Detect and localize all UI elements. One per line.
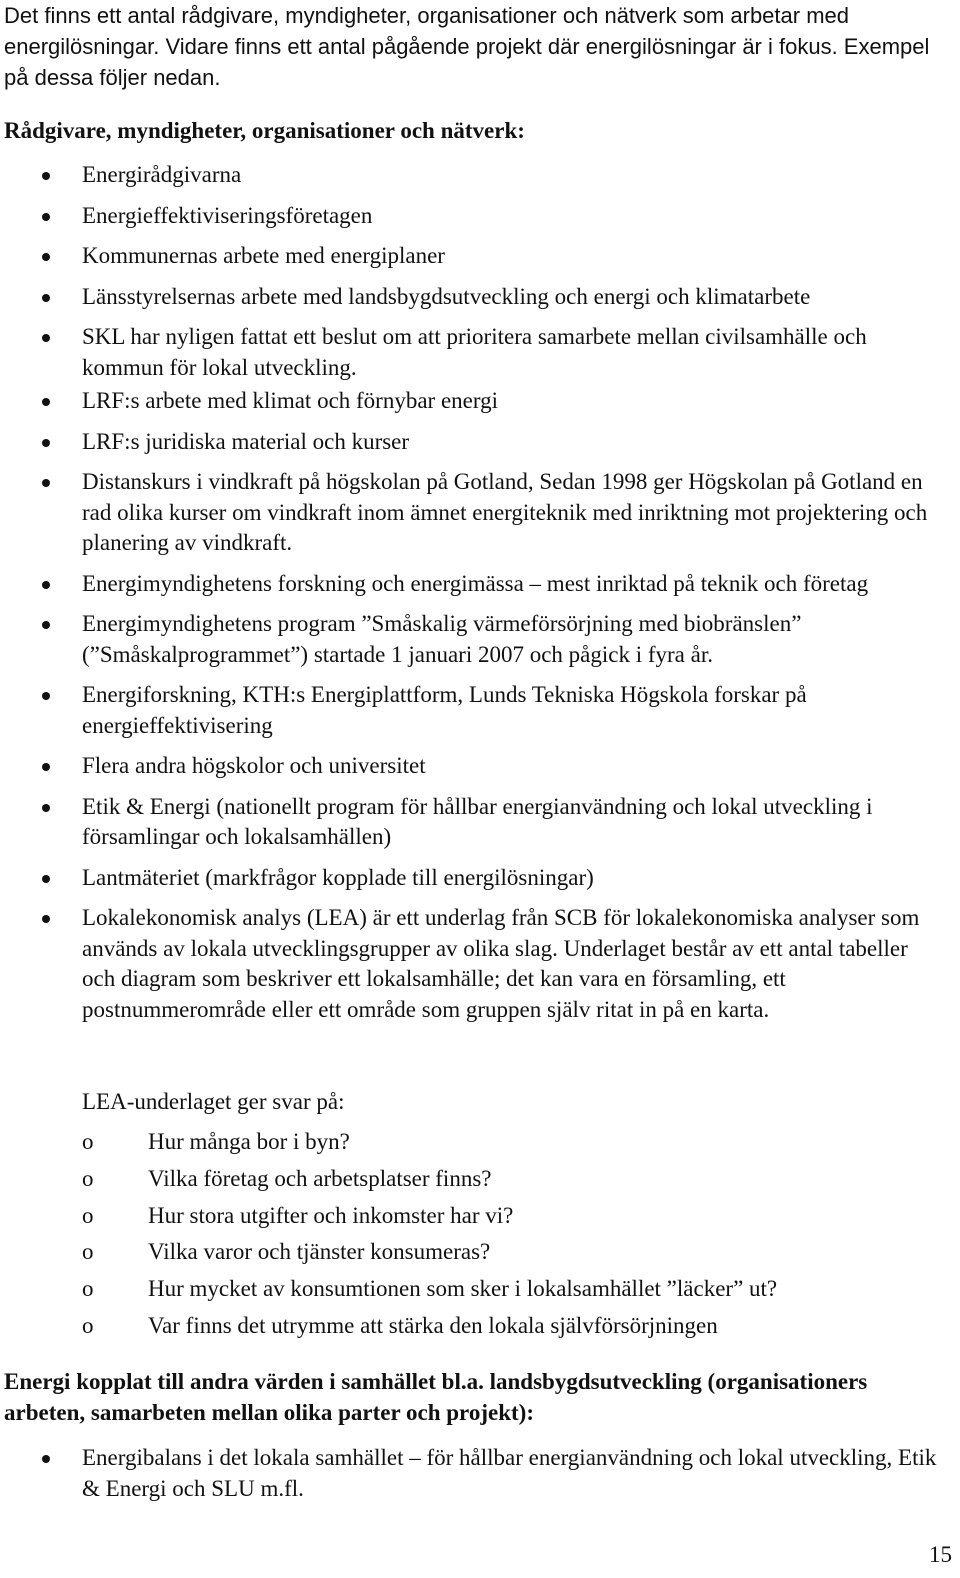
list-item-text: Energimyndighetens forskning och energimässa – mest inriktad på teknik och företag <box>82 570 869 596</box>
list-item <box>0 282 942 313</box>
sub-list-item-text: Hur mycket av konsumtionen som sker i lokalsamhället ”läcker” ut? <box>148 1276 778 1302</box>
values-list <box>0 1443 960 1504</box>
sub-list-item-text: Hur många bor i byn? <box>148 1129 350 1154</box>
sub-list-item-text: Var finns det utrymme att stärka den lokala självförsörjningen <box>148 1312 718 1338</box>
sub-list-item-text: Vilka varor och tjänster konsumeras? <box>148 1239 491 1265</box>
circle-bullet-icon: o <box>82 1239 94 1265</box>
bullet-icon <box>42 804 50 812</box>
list-item <box>0 751 942 782</box>
page-number: 15 <box>929 1542 952 1567</box>
bullet-icon <box>42 253 50 261</box>
bullet-icon <box>42 763 50 771</box>
circle-bullet-icon: o <box>82 1165 94 1191</box>
list-item-text: Lantmäteriet (markfrågor kopplade till energilösningar) <box>82 864 594 890</box>
list-item <box>0 569 942 600</box>
lea-intro: LEA-underlaget ger svar på: <box>82 1089 345 1114</box>
list-item <box>0 903 942 1025</box>
list-item-text: Energieffektiviseringsföretagen <box>82 202 373 228</box>
list-item-text: Länsstyrelsernas arbete med landsbygdsutveckling och energi och klimatarbete <box>82 283 811 309</box>
bullet-icon <box>42 915 50 923</box>
list-item-text: Flera andra högskolor och universitet <box>82 753 426 778</box>
list-item <box>0 609 942 670</box>
bullet-icon <box>42 479 50 487</box>
list-item-text: Etik & Energi (nationellt program för hållbar energianvändning och lokal utveckling i församlingar och lokalsamhällen) <box>82 793 873 849</box>
sub-list-item <box>0 1234 960 1271</box>
list-item-text: LRF:s juridiska material och kurser <box>82 428 410 454</box>
list-item-text: Lokalekonomisk analys (LEA) är ett underlag från SCB för lokalekonomiska analyser som används av lokala utvecklingsgrupper av olika slag. Underlaget består av ett antal tabeller och diagram som beskriver ett lokalsamhälle; det kan vara en församling, ett postnummerområde eller ett område som gruppen själv ritat in på en karta. <box>82 905 920 1022</box>
section-heading-values: Energi kopplat till andra värden i samhället bl.a. landsbygdsutveckling (organisationers arbeten, samarbeten mellan olika parter och projekt): <box>4 1369 868 1425</box>
list-item <box>0 792 942 853</box>
bullet-icon <box>42 692 50 700</box>
list-item <box>0 201 942 232</box>
list-item <box>0 680 942 741</box>
list-item <box>0 863 942 894</box>
bullet-icon <box>42 398 50 406</box>
sub-list-item-text: Hur stora utgifter och inkomster har vi? <box>148 1202 514 1228</box>
list-item-text: LRF:s arbete med klimat och förnybar energi <box>82 388 499 413</box>
list-item <box>0 427 942 458</box>
list-item-text: Energibalans i det lokala samhället – för hållbar energianvändning och lokal utveckling, Etik & Energi och SLU m.fl. <box>82 1445 937 1501</box>
list-item-text: Kommunernas arbete med energiplaner <box>82 243 445 268</box>
sub-list-item <box>0 1271 960 1308</box>
list-item <box>0 241 942 272</box>
circle-bullet-icon: o <box>82 1202 94 1228</box>
bullet-icon <box>42 621 50 629</box>
bullet-icon <box>42 334 50 342</box>
bullet-icon <box>42 172 50 180</box>
lea-question-list <box>0 1124 960 1345</box>
advisor-list <box>0 160 960 1025</box>
list-item-text: Energimyndighetens program ”Småskalig värmeförsörjning med biobränslen” (”Småskalprogrammet”) startade 1 januari 2007 och pågick i fyra år. <box>82 611 802 667</box>
circle-bullet-icon: o <box>82 1276 94 1302</box>
list-item <box>0 160 942 191</box>
list-item-text: Energirådgivarna <box>82 162 242 187</box>
intro-paragraph: Det finns ett antal rådgivare, myndigheter, organisationer och nätverk som arbetar med energilösningar. Vidare finns ett antal pågående projekt där energilösningar är i fokus. Exempel på dessa följer nedan. <box>4 3 930 90</box>
list-item <box>0 322 942 383</box>
circle-bullet-icon: o <box>82 1129 94 1154</box>
sub-list-item <box>0 1198 960 1235</box>
list-item-text: SKL har nyligen fattat ett beslut om att prioritera samarbete mellan civilsamhälle och kommun för lokal utveckling. <box>82 324 867 380</box>
list-item-text: Distanskurs i vindkraft på högskolan på Gotland, Sedan 1998 ger Högskolan på Gotland en rad olika kurser om vindkraft inom ämnet energiteknik med inriktning mot projektering och planering av vindkraft. <box>82 469 928 555</box>
list-item-text: Energiforskning, KTH:s Energiplattform, Lunds Tekniska Högskola forskar på energieffektivisering <box>82 682 807 738</box>
sub-list-item <box>0 1161 960 1198</box>
list-item <box>0 467 942 559</box>
sub-list-item <box>0 1124 960 1161</box>
bullet-icon <box>42 1455 50 1463</box>
bullet-icon <box>42 581 50 589</box>
list-item <box>0 386 942 417</box>
sub-list-item <box>0 1308 960 1345</box>
bullet-icon <box>42 213 50 221</box>
section-heading-advisors: Rådgivare, myndigheter, organisationer och nätverk: <box>4 118 525 143</box>
bullet-icon <box>42 439 50 447</box>
bullet-icon <box>42 294 50 302</box>
circle-bullet-icon: o <box>82 1312 94 1338</box>
sub-list-item-text: Vilka företag och arbetsplatser finns? <box>148 1165 492 1191</box>
list-item <box>0 1443 942 1504</box>
bullet-icon <box>42 875 50 883</box>
